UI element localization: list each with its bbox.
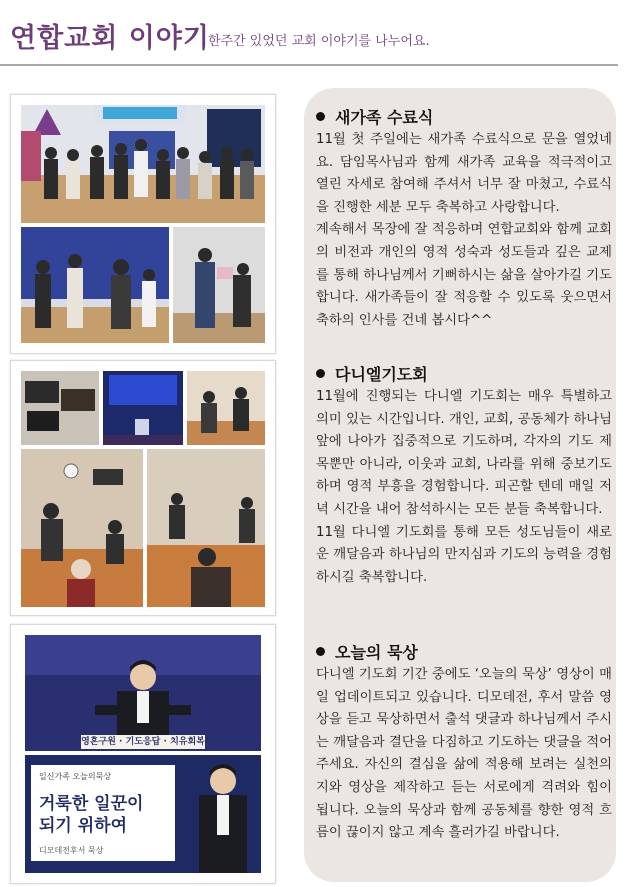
- section-heading: [316, 105, 612, 127]
- bullet-icon: [316, 112, 325, 121]
- photo-group-daniel-prayer: [10, 360, 276, 616]
- photo-prayer-screen: [103, 371, 183, 445]
- photo-meditation-pastor: [25, 635, 261, 751]
- page-subtitle: 한주간 있었던 교회 이야기를 나누어요.: [208, 34, 430, 49]
- photo-prayer-worship-art: [187, 371, 265, 445]
- section-paragraph: 11월 첫 주일에는 새가족 수료식으로 문을 열었네요. 담임목사님과 함께 새가족 교육을 적극적이고 열린 자세로 참여해 주셔서 너무 잘 마쳤고, 수료식을 진행한 세분 모두 축복하고 사랑합니다.: [316, 132, 612, 215]
- photo-prayer-bibles: [21, 371, 99, 445]
- section-heading-text: 다니엘기도회: [335, 364, 428, 384]
- photo-meditation-pastor-art: [25, 635, 261, 751]
- photo-new-family-group-art: [21, 105, 265, 223]
- page-title: 연합교회 이야기: [10, 23, 210, 54]
- photo-new-family-flowers-art: [173, 227, 265, 343]
- section-daniel-prayer: [316, 362, 612, 589]
- section-meditation: [316, 640, 612, 845]
- photo-prayer-worship: [187, 371, 265, 445]
- meditation-banner-caption: 영혼구원 · 기도응답 · 치유회복: [81, 737, 205, 747]
- meditation-card-footer: 디모데전후서 묵상: [39, 846, 104, 855]
- header-divider: [0, 64, 618, 66]
- meditation-card-small: 일신가족 오늘의묵상: [39, 772, 112, 781]
- section-paragraph: 11월에 진행되는 다니엘 기도회는 매우 특별하고 의미 있는 시간입니다. 개인, 교회, 공동체가 하나님 앞에 나아가 집중적으로 기도하며, 각자의 기도 제목뿐만 아니라, 이웃과 교회, 나라를 위해 중보기도하며 영적 부흥을 경험합니다. 피곤할 텐데 매일 저녁 시간을 내어 참석하시는 모든 분들 축복합니다.: [316, 389, 612, 517]
- bullet-icon: [316, 647, 325, 656]
- photo-prayer-hall-right: [147, 449, 265, 607]
- photo-new-family-flowers: [173, 227, 265, 343]
- photo-group-new-family: [10, 94, 276, 354]
- section-paragraph: 11월 다니엘 기도회를 통해 모든 성도님들이 새로운 깨달음과 하나님의 만지심과 기도의 능력을 경험하시길 축복합니다.: [316, 524, 612, 585]
- section-paragraph: 다니엘 기도회 기간 중에도 ‘오늘의 묵상’ 영상이 매일 업데이트되고 있습니다. 디모데전, 후서 말씀 영상을 듣고 묵상하면서 출석 댓글과 하나님께서 주시는 깨달음과 결단을 다짐하고 기도하는 댓글을 적어 주세요. 자신의 결심을 삶에 적용해 보려는 실천의지와 영상을 제작하고 듣는 서로에게 격려와 힘이 됩니다. 오늘의 묵상과 함께 공동체를 향한 영적 흐름이 끊이지 않고 계속 흘러가길 바랍니다.: [316, 667, 612, 841]
- meditation-card-panel: [31, 765, 175, 861]
- meditation-card-pastor-art: [181, 755, 261, 873]
- bullet-icon: [316, 369, 325, 378]
- section-heading: [316, 640, 612, 662]
- photo-new-family-family: [21, 227, 169, 343]
- section-paragraph: 계속해서 목장에 잘 적응하며 연합교회와 함께 교회의 비전과 개인의 영적 성숙과 성도들과 깊은 교제를 통해 하나님께서 기뻐하시는 삶을 살아가길 기도합니다. 새가족들이 잘 적응할 수 있도록 웃으면서 축하의 인사를 건네 봅시다^^: [316, 222, 612, 328]
- photo-new-family-family-art: [21, 227, 169, 343]
- section-heading: [316, 362, 612, 384]
- meditation-thumbnail-card: [25, 755, 261, 873]
- meditation-card-title-2: 되기 위하여: [39, 816, 128, 836]
- photo-group-meditation: [10, 624, 276, 884]
- photo-new-family-group: [21, 105, 265, 223]
- photo-prayer-hall-left-art: [21, 449, 143, 607]
- photo-prayer-hall-right-art: [147, 449, 265, 607]
- section-heading-text: 오늘의 묵상: [335, 642, 418, 662]
- meditation-card-title-1: 거룩한 일꾼이: [39, 794, 144, 814]
- section-heading-text: 새가족 수료식: [335, 107, 434, 127]
- page-header: [0, 0, 641, 66]
- section-new-family: [316, 105, 612, 332]
- photo-prayer-bibles-art: [21, 371, 99, 445]
- photo-prayer-screen-art: [103, 371, 183, 445]
- photo-prayer-hall-left: [21, 449, 143, 607]
